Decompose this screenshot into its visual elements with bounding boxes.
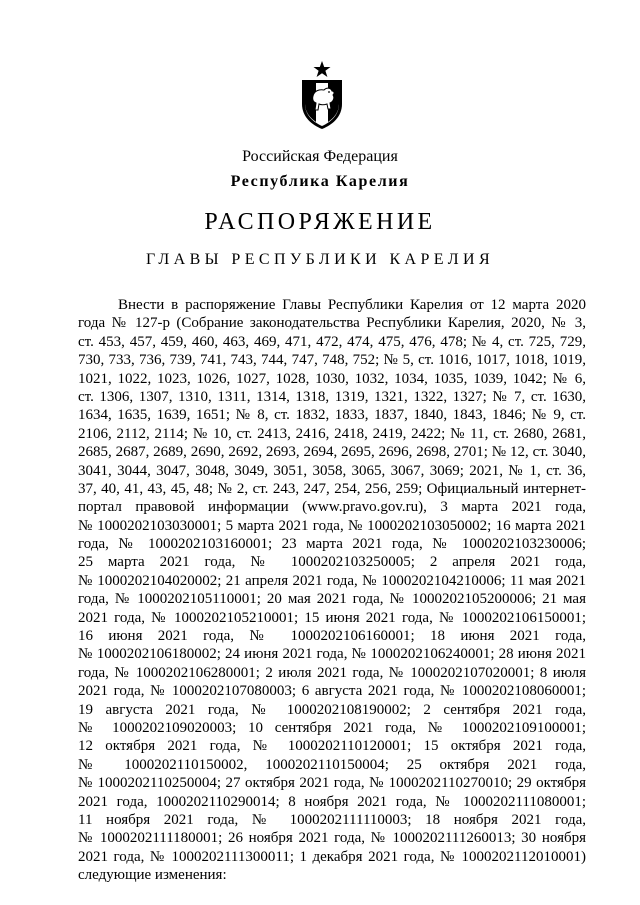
body-line: следующие изменения: <box>78 867 227 884</box>
body-line: 2021 года, № 1000202111300011; 1 декабря 2021 года, № 1000202112010001) <box>78 848 586 865</box>
body-line: 16 июня 2021 года, № 1000202106160001; 18 июня 2021 года, <box>78 628 586 645</box>
country-name: Российская Федерация <box>242 148 398 165</box>
body-line: 1634, 1635, 1639, 1651; № 8, ст. 1832, 1833, 1837, 1840, 1843, 1846; № 9, ст. <box>78 407 586 424</box>
body-line: № 1000202106180002; 24 июня 2021 года, № 1000202106240001; 28 июня 2021 <box>78 646 586 663</box>
coat-of-arms-icon <box>299 60 345 130</box>
body-line: 11 ноября 2021 года, № 1000202111110003; 18 ноября 2021 года, <box>78 811 586 828</box>
republic-name: Республика Карелия <box>230 173 410 190</box>
body-line: 2021 года, № 1000202105210001; 15 июня 2021 года, № 1000202106150001; <box>78 609 586 626</box>
body-line: года № 127-р (Собрание законодательства Республики Карелия, 2020, № 3, <box>78 315 586 332</box>
body-line: 3041, 3044, 3047, 3048, 3049, 3051, 3058, 3065, 3067, 3069; 2021, № 1, ст. 36, <box>78 462 586 479</box>
body-line: № 1000202103030001; 5 марта 2021 года, № 1000202103050002; 16 марта 2021 <box>78 517 586 534</box>
body-line: года, № 1000202105110001; 20 мая 2021 года, № 1000202105200006; 21 мая <box>78 591 586 608</box>
body-line: 730, 733, 736, 739, 741, 743, 744, 747, 748, 752; № 5, ст. 1016, 1017, 1018, 1019, <box>78 352 586 369</box>
body-line: № 1000202110150002, 1000202110150004; 25 октября 2021 года, <box>78 756 586 773</box>
body-line: 2021 года, № 1000202107080003; 6 августа 2021 года, № 1000202108060001; <box>78 683 586 700</box>
body-line: Внести в распоряжение Главы Республики Карелия от 12 марта 2020 <box>118 297 586 313</box>
body-line: 2685, 2687, 2689, 2690, 2692, 2693, 2694, 2695, 2696, 2698, 2701; № 12, ст. 3040, <box>78 444 586 461</box>
body-line: 19 августа 2021 года, № 1000202108190002; 2 сентября 2021 года, <box>78 701 586 718</box>
body-line: № 1000202109020003; 10 сентября 2021 года, № 1000202109100001; <box>78 719 586 736</box>
body-line: 37, 40, 41, 43, 45, 48; № 2, ст. 243, 247, 254, 256, 259; Официальный интернет- <box>78 480 586 497</box>
body-line: № 1000202110250004; 27 октября 2021 года, № 1000202110270010; 29 октября <box>78 775 586 792</box>
document-body <box>78 296 586 885</box>
body-line: № 1000202111180001; 26 ноября 2021 года, № 1000202111260013; 30 ноября <box>78 830 586 847</box>
body-line: 2021 года, 1000202110290014; 8 ноября 2021 года, № 1000202111080001; <box>78 793 586 810</box>
body-line: 25 марта 2021 года, № 1000202103250005; 2 апреля 2021 года, <box>78 554 586 571</box>
body-line: ст. 453, 457, 459, 460, 463, 469, 471, 472, 474, 475, 476, 478; № 4, ст. 725, 729, <box>78 333 586 350</box>
issuer-subtitle: ГЛАВЫ РЕСПУБЛИКИ КАРЕЛИЯ <box>145 251 495 268</box>
body-line: года, № 1000202103160001; 23 марта 2021 года, № 1000202103230006; <box>78 536 586 553</box>
body-line: № 1000202104020002; 21 апреля 2021 года, № 1000202104210006; 11 мая 2021 <box>78 572 586 589</box>
body-line: года, № 1000202106280001; 2 июля 2021 года, № 1000202107020001; 8 июля <box>78 664 586 681</box>
body-line: 12 октября 2021 года, № 1000202110120001; 15 октября 2021 года, <box>78 738 586 755</box>
body-line: ст. 1306, 1307, 1310, 1311, 1314, 1318, 1319, 1321, 1322, 1327; № 7, ст. 1630, <box>78 388 586 405</box>
body-line: 1021, 1022, 1023, 1026, 1027, 1028, 1030, 1032, 1034, 1035, 1039, 1042; № 6, <box>78 370 586 387</box>
body-line: 2106, 2112, 2114; № 10, ст. 2413, 2416, 2418, 2419, 2422; № 11, ст. 2680, 2681, <box>78 425 586 442</box>
document-type-title: РАСПОРЯЖЕНИЕ <box>204 209 436 235</box>
body-line: портал правовой информации (www.pravo.gov.ru), 3 марта 2021 года, <box>78 499 586 516</box>
